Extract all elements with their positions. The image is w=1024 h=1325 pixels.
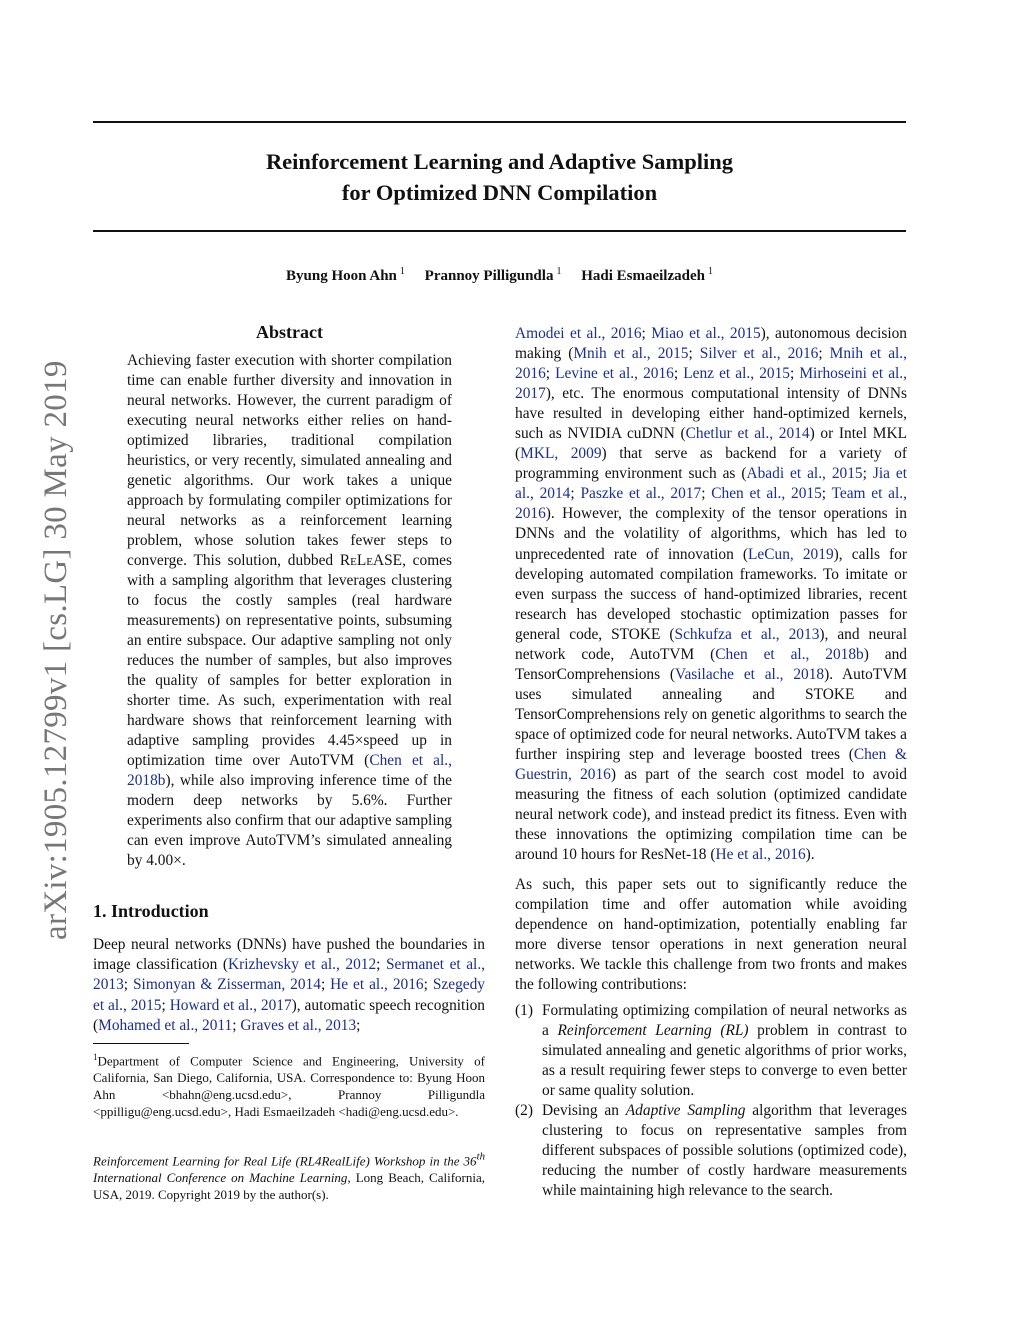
list-item [515,1001,907,1101]
citation-link[interactable]: Chen & Guestrin, 2016 [515,745,908,784]
citation-link[interactable]: Mnih et al., 2015 [573,345,689,363]
workshop-note: Reinforcement Learning for Real Life (RL4RealLife) Workshop in the 36th International Conference on Machine Learning, Long Beach, California, USA, 2019. Copyright 2019 by the author(s). [93,1151,485,1203]
citation-link[interactable]: Sermanet et al., 2013 [93,956,486,994]
title-top-rule [93,121,906,123]
citation-link[interactable]: Howard et al., 2017 [169,996,292,1014]
paper-title [93,146,906,208]
contributions-list [515,1001,907,1201]
citation-link[interactable]: Jia et al., 2014 [515,465,907,503]
arxiv-stamp: arXiv:1905.12799v1 [cs.LG] 30 May 2019 [38,360,74,940]
intro-paragraph: Deep neural networks (DNNs) have pushed the boundaries in image classification (Krizhevsky et al., 2012; Sermanet et al., 2013; Simonyan & Zisserman, 2014; He et al., 2016; Szegedy et al., 2015; Howard et al., 2017), automatic speech recognition (Mohamed et al., 2011; Graves et al., 2013; [93,936,486,1034]
author-3: Hadi Esmaeilzadeh $^1$ [581,266,713,284]
affiliation-footnote: $^1$Department of Computer Science and Engineering, University of California, San Diego, California, USA. Correspondence to: Byung Hoon Ahn <bhahn@eng.ucsd.edu>, Prannoy Pilligundla <ppilligu@eng.ucsd.edu>, Hadi Esmaeilzadeh <hadi@eng.ucsd.edu>. [93,1052,485,1120]
list-item-number: (2) [515,1102,533,1119]
citation-link[interactable]: Schkufza et al., 2013 [674,625,820,643]
release-name: ReLeASE [339,552,403,569]
abstract-heading: Abstract [256,322,323,342]
citation-link[interactable]: Levine et al., 2016 [555,365,674,383]
right-column-paragraph-2: As such, this paper sets out to significantly reduce the compilation time and offer automation while avoiding dependence on hand-optimization, potentially enabling far more diverse tensor operations in next generation neural networks. We tackle this challenge from two fronts and makes the following contributions: [515,876,907,993]
list-item [515,1101,907,1201]
citation-link[interactable]: Amodei et al., 2016 [515,325,642,342]
citation-link[interactable]: Vasilache et al., 2018 [675,665,825,683]
citation-link[interactable]: Chen et al., 2018b [715,645,864,663]
author-2: Prannoy Pilligundla $^1$ [424,266,562,284]
citation-link[interactable]: He et al., 2016 [330,976,424,994]
footnote-rule [93,1043,189,1044]
right-column-paragraph-1: Amodei et al., 2016; Miao et al., 2015), autonomous decision making (Mnih et al., 2015; Silver et al., 2016; Mnih et al., 2016; Levine et al., 2016; Lenz et al., 2015; Mirhoseini et al., 2017), etc. The enormous computational intensity of DNNs have resulted in developing either hand-optimized kernels, such as NVIDIA cuDNN (Chetlur et al., 2014) or Intel MKL (MKL, 2009) that serve as backend for a variety of programming environment such as (Abadi et al., 2015; Jia et al., 2014; Paszke et al., 2017; Chen et al., 2015; Team et al., 2016). However, the complexity of the tensor operations in DNNs and the volatility of algorithms, which has led to unprecedented rate of innovation (LeCun, 2019), calls for developing automated compilation frameworks. To imitate or even surpass the success of hand-optimized libraries, recent research has developed stochastic optimization passes for general code, STOKE (Schkufza et al., 2013), and neural network code, AutoTVM (Chen et al., 2018b) and TensorComprehensions (Vasilache et al., 2018). AutoTVM uses simulated annealing and STOKE and TensorComprehensions rely on genetic algorithms to search the space of optimized code for neural networks. AutoTVM takes a further inspiring step and leverage boosted trees (Chen & Guestrin, 2016) as part of the search cost model to avoid measuring the fitness of each solution (optimized candidate neural network code), and instead predict its fitness. Even with these innovations the optimizing compilation time can be around 10 hours for ResNet-18 (He et al., 2016). [515,325,908,864]
citation-link[interactable]: Simonyan & Zisserman, 2014 [133,976,321,994]
citation-link[interactable]: Chetlur et al., 2014 [685,425,810,443]
title-line-1: Reinforcement Learning and Adaptive Sampling [265,149,734,174]
citation-link[interactable]: Mnih et al., 2016 [515,345,908,383]
citation-link[interactable]: Mohamed et al., 2011 [98,1016,233,1034]
list-item-text: Formulating optimizing compilation of neural networks as a Reinforcement Learning (RL) problem in contrast to simulated annealing and genetic algorithms of prior works, as a result requiring fewer steps to converge to even better or same quality solution. [542,1002,907,1099]
citation-link[interactable]: Szegedy et al., 2015 [93,976,485,1014]
citation-link[interactable]: LeCun, 2019 [748,545,834,563]
citation-link[interactable]: Chen et al., 2018b [127,752,452,789]
citation-link[interactable]: Paszke et al., 2017 [580,485,702,503]
list-item-number: (1) [515,1002,533,1019]
citation-link[interactable]: Lenz et al., 2015 [683,365,790,383]
author-list [93,266,906,285]
title-line-2: for Optimized DNN Compilation [341,180,658,205]
citation-link[interactable]: He et al., 2016 [715,846,806,864]
citation-link[interactable]: Miao et al., 2015 [651,325,761,342]
list-item-text: Devising an Adaptive Sampling algorithm that leverages clustering to focus on representative samples from different subspaces of possible solutions (optimized code), reducing the number of costly hardware measurements while maintaining high relevance to the search. [542,1102,907,1199]
citation-link[interactable]: Silver et al., 2016 [699,345,819,363]
citation-link[interactable]: MKL, 2009 [520,445,602,463]
abstract-body: Achieving faster execution with shorter compilation time can enable further diversity and innovation in neural networks. However, the current paradigm of executing neural networks either relies on hand-optimized libraries, traditional compilation heuristics, or very recently, simulated annealing and genetic algorithms. Our work takes a unique approach by formulating compiler optimizations for neural networks as a reinforcement learning problem, whose solution takes fewer steps to converge. This solution, dubbed ReLeASE, comes with a sampling algorithm that leverages clustering to focus the costly samples (real hardware measurements) on representative points, subsuming an entire subspace. Our adaptive sampling not only reduces the number of samples, but also improves the quality of samples for better exploration in shorter time. As such, experimentation with real hardware shows that reinforcement learning with adaptive sampling provides 4.45×speed up in optimization time over AutoTVM (Chen et al., 2018b), while also improving inference time of the modern deep networks by 5.6%. Further experiments also confirm that our adaptive sampling can even improve AutoTVM’s simulated annealing by 4.00×. [127,352,452,869]
section-heading-introduction: 1. Introduction [93,901,209,921]
citation-link[interactable]: Chen et al., 2015 [711,485,822,503]
author-1: Byung Hoon Ahn $^1$ [286,266,405,284]
citation-link[interactable]: Mirhoseini et al., 2017 [515,365,908,403]
citation-link[interactable]: Graves et al., 2013 [240,1016,357,1034]
citation-link[interactable]: Krizhevsky et al., 2012 [227,956,377,974]
title-bottom-rule [93,230,906,232]
citation-link[interactable]: Abadi et al., 2015 [746,465,863,483]
citation-link[interactable]: Team et al., 2016 [515,485,907,523]
